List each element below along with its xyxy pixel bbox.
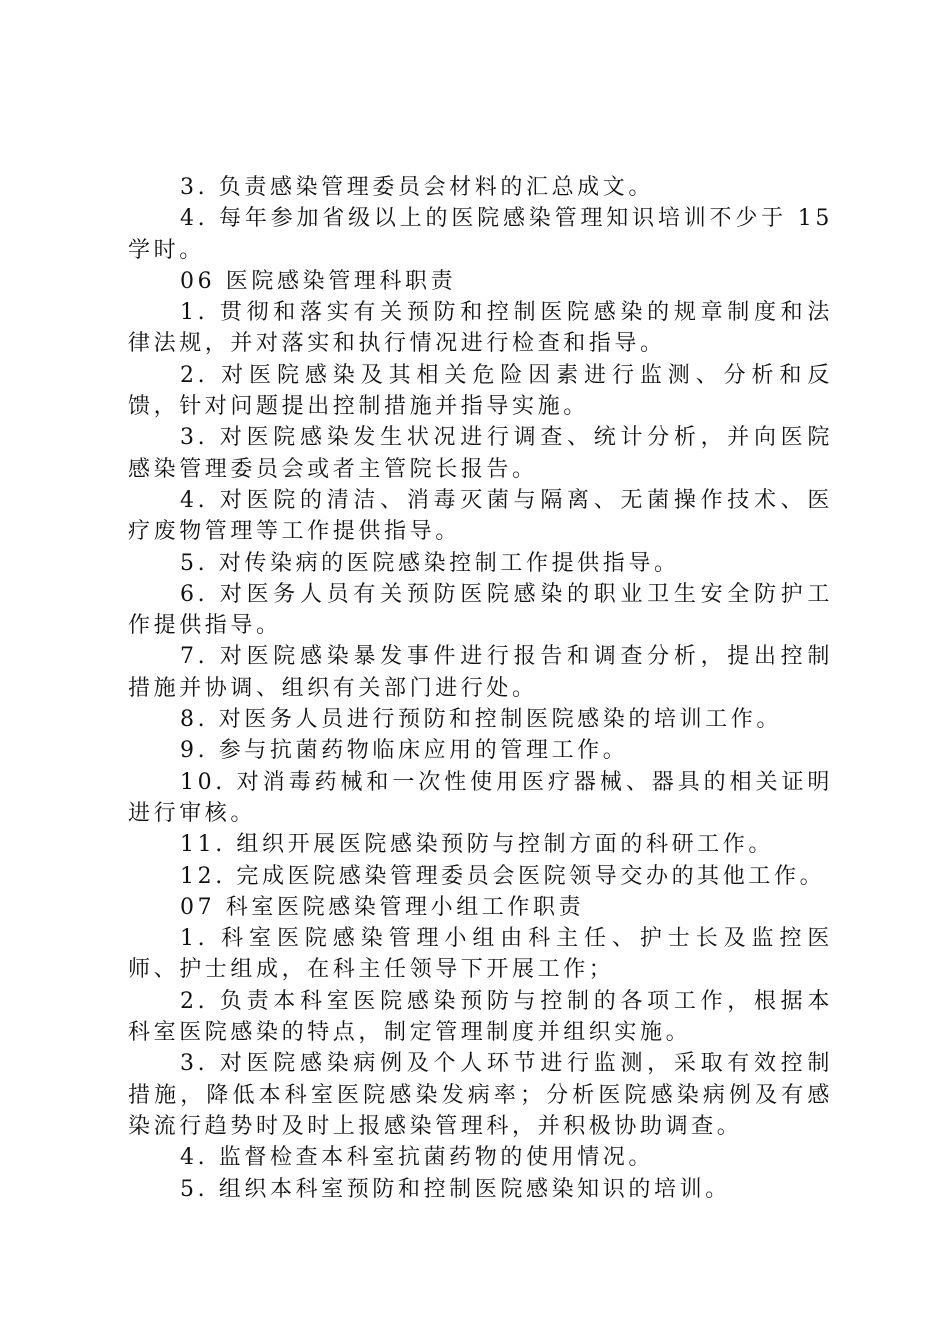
list-item: 3. 负责感染管理委员会材料的汇总成文。 bbox=[180, 175, 654, 200]
list-item: 5. 对传染病的医院感染控制工作提供指导。 bbox=[180, 550, 680, 576]
section-heading-06: 06 医院感染管理科职责 bbox=[180, 268, 457, 294]
list-item: 2. 负责本科室医院感染预防与控制的各项工作，根据本科室医院感染的特点，制定管理制度并组织实施。 bbox=[128, 988, 833, 1046]
list-item: 4. 每年参加省级以上的医院感染管理知识培训不少于 15 学时。 bbox=[128, 206, 833, 263]
list-item: 9. 参与抗菌药物临床应用的管理工作。 bbox=[180, 738, 629, 764]
document-body bbox=[128, 172, 833, 1205]
list-item: 4. 监督检查本科室抗菌药物的使用情况。 bbox=[180, 1145, 654, 1171]
list-item: 10. 对消毒药械和一次性使用医疗器械、器具的相关证明进行审核。 bbox=[128, 769, 833, 826]
list-item: 1. 贯彻和落实有关预防和控制医院感染的规章制度和法律法规，并对落实和执行情况进行检查和指导。 bbox=[128, 300, 833, 357]
list-item: 3. 对医院感染病例及个人环节进行监测，采取有效控制措施，降低本科室医院感染发病率；分析医院感染病例及有感染流行趋势时及时上报感染管理科，并积极协助调查。 bbox=[128, 1051, 833, 1139]
list-item: 6. 对医务人员有关预防医院感染的职业卫生安全防护工作提供指导。 bbox=[128, 581, 833, 639]
list-item: 1. 科室医院感染管理小组由科主任、护士长及监控医师、护士组成，在科主任领导下开展工作； bbox=[128, 926, 833, 983]
list-item: 11. 组织开展医院感染预防与控制方面的科研工作。 bbox=[180, 832, 774, 858]
list-item: 7. 对医院感染暴发事件进行报告和调查分析，提出控制措施并协调、组织有关部门进行处。 bbox=[128, 644, 833, 701]
list-item: 8. 对医务人员进行预防和控制医院感染的培训工作。 bbox=[180, 707, 782, 733]
list-item: 5. 组织本科室预防和控制医院感染知识的培训。 bbox=[180, 1176, 731, 1202]
list-item: 4. 对医院的清洁、消毒灭菌与隔离、无菌操作技术、医疗废物管理等工作提供指导。 bbox=[128, 487, 833, 545]
list-item: 2. 对医院感染及其相关危险因素进行监测、分析和反馈，针对问题提出控制措施并指导实施。 bbox=[128, 362, 833, 420]
section-heading-07: 07 科室医院感染管理小组工作职责 bbox=[180, 894, 585, 920]
list-item: 3. 对医院感染发生状况进行调查、统计分析，并向医院感染管理委员会或者主管院长报告。 bbox=[128, 425, 833, 482]
list-item: 12. 完成医院感染管理委员会医院领导交办的其他工作。 bbox=[180, 863, 826, 889]
